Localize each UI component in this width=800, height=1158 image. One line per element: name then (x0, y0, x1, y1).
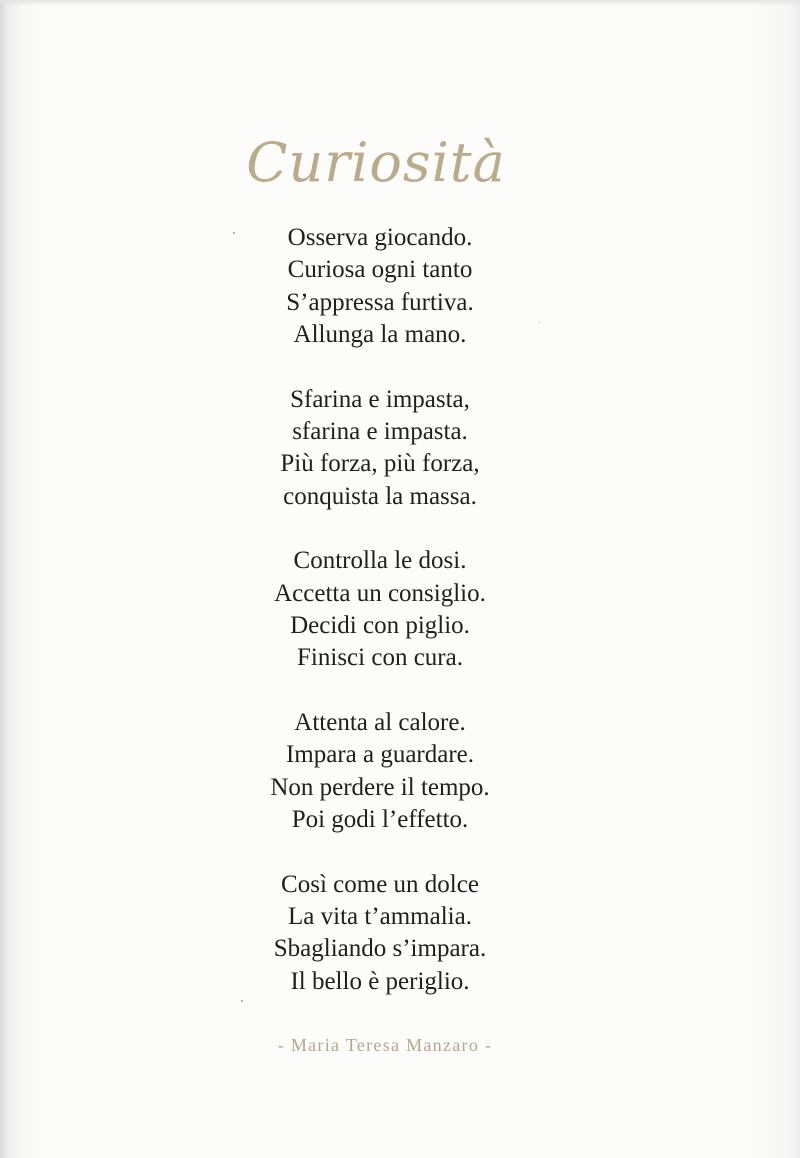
stanza-1 (0, 222, 760, 351)
poem-author: - Maria Teresa Manzaro - (277, 1035, 493, 1055)
stanza-3 (0, 545, 760, 674)
poem-line: Allunga la mano. (293, 320, 467, 348)
poem-line: Poi godi l’effetto. (291, 805, 469, 833)
page-top-edge (0, 0, 800, 6)
poem-line: Decidi con piglio. (290, 611, 470, 639)
stanza-5 (0, 869, 760, 998)
poem-line: S’appressa furtiva. (286, 288, 474, 316)
poem-line: Osserva giocando. (287, 224, 473, 251)
paper-speck (233, 232, 235, 234)
poem-line: Sbagliando s’impara. (273, 935, 487, 963)
poem-line: Accetta un consiglio. (274, 579, 486, 607)
poem-line: Controlla le dosi. (293, 547, 467, 575)
poem-body (0, 222, 760, 1030)
poem-line: Finisci con cura. (297, 644, 463, 672)
poem-line: sfarina e impasta. (292, 417, 468, 445)
poem-line: La vita t’ammalia. (288, 903, 472, 931)
poem-line: Il bello è periglio. (290, 967, 470, 995)
paper-speck (241, 1000, 243, 1002)
poem-line: Più forza, più forza, (280, 450, 480, 478)
stanza-2 (0, 384, 760, 513)
poem-line: Sfarina e impasta, (290, 385, 470, 413)
poem-title: Curiosità (246, 131, 506, 194)
poem-line: conquista la massa. (283, 482, 477, 510)
stanza-4 (0, 707, 760, 836)
poem-line: Curiosa ogni tanto (287, 256, 473, 284)
poem-line: Così come un dolce (281, 870, 479, 898)
poem-line: Non perdere il tempo. (270, 773, 490, 801)
paper-speck (539, 322, 540, 323)
poem-line: Attenta al calore. (294, 709, 466, 737)
poem-line: Impara a guardare. (285, 741, 475, 769)
